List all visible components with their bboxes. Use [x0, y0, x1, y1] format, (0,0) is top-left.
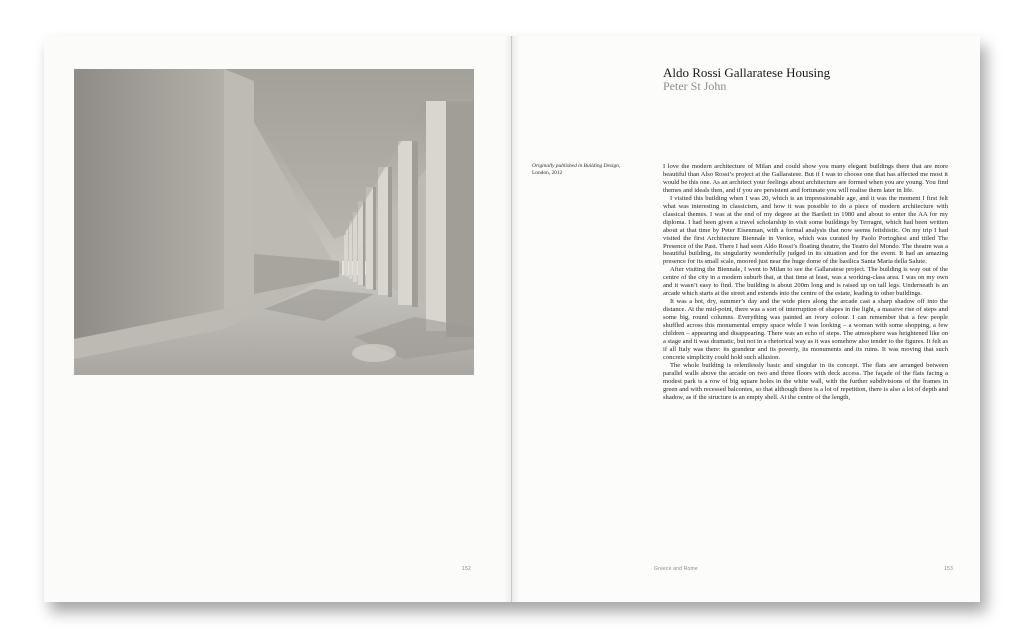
- article-title: Aldo Rossi Gallaratese Housing: [663, 65, 831, 80]
- paragraph: I visited this building when I was 20, which is an impressionable age, and it was the moment I first felt what was interesting in classicism, and how it was possible to do a piece of modern architecture with classical themes. I was at the end of my degree at the Bartlett in 1980 and about to enter the AA for my diploma. I had been given a travel scholarship to visit some buildings by Terragni, which had been written about at that time by Peter Eisenman, with a formal analysis that now seems fetishistic. On my trip I had visited the first Architecture Biennale in Venice, which was curated by Paolo Portoghesi and titled The Presence of the Past. There I had seen Aldo Rossi’s floating theatre, the Teatro del Mondo. The theatre was a beautiful building, its singularity wonderfully judged in its situation and for the event. It had an amazing presence for its small scale, moored just near the huge dome of the basilica Santa Maria della Salute.: [663, 194, 948, 266]
- arcade-photo: [74, 69, 474, 375]
- arcade-photo-image: [74, 69, 474, 375]
- publication-note: [532, 163, 634, 177]
- paragraph: After visiting the Biennale, I went to Milan to see the Gallaratese project. The building is way out of the centre of the city in a modern suburb that, at that time at least, was a working-class area. I was on my own and it wasn’t easy to find. The building is about 200m long and is raised up on tall legs. Underneath is an arcade which starts at the street and extends into the centre of the estate, leading to other buildings.: [663, 266, 948, 298]
- section-label: Greece and Rome: [654, 566, 698, 572]
- paragraph: The whole building is relentlessly basic and singular in its concept. The flats are arranged between parallel walls above the arcade on two and three floors with deck access. The façade of the flats facing a modest park is a row of big square holes in the white wall, with the further subdivisions of the frames in green and with recessed balconies, so that although there is a lot of repetition, there is also a lot of depth and shadow, as if the structure is an empty shell. At the centre of the length,: [663, 361, 948, 401]
- article-author: Peter St John: [663, 79, 727, 93]
- paragraph: It was a hot, dry, summer’s day and the wide piers along the arcade cast a sharp shadow off into the distance. At the mid-point, there was a sort of interruption of shapes in the light, a massive rise of steps and some big, round columns. Everything was painted an ivory colour. I can remember that a few people shuffled across this monumental empty space while I was looking – a woman with some shopping, a few children – appearing and disappearing. There was an echo of steps. The atmosphere was heightened like on a stage and it was dramatic, but not in a rhetorical way as it was somehow also tender to the figures. It felt as if all Italy was there: its grandeur and its poverty, its monuments and its ruins. It was moving that such concrete simplicity could hold such allusion.: [663, 298, 948, 361]
- left-page: [44, 36, 512, 602]
- left-page-number: 152: [462, 566, 471, 572]
- book-spread: [44, 36, 980, 602]
- article-body: [663, 163, 948, 402]
- right-page: [512, 36, 980, 602]
- note-suffix: , London, 2012: [532, 163, 621, 177]
- book-gutter: [504, 36, 520, 602]
- paragraph: I love the modern architecture of Milan and could show you many elegant buildings there that are more beautiful than Also Rossi’s project at the Gallaratese. But if I was to choose one that has affected me most it would be this one. As an architect your feelings about architecture are formed when you are young. You find themes and ideals then, and if you are persistent and fortunate you will realise them later in life.: [663, 163, 948, 194]
- note-prefix: Originally published in: [532, 163, 584, 169]
- note-publication: Building Design: [583, 163, 619, 169]
- right-page-number: 153: [944, 566, 953, 572]
